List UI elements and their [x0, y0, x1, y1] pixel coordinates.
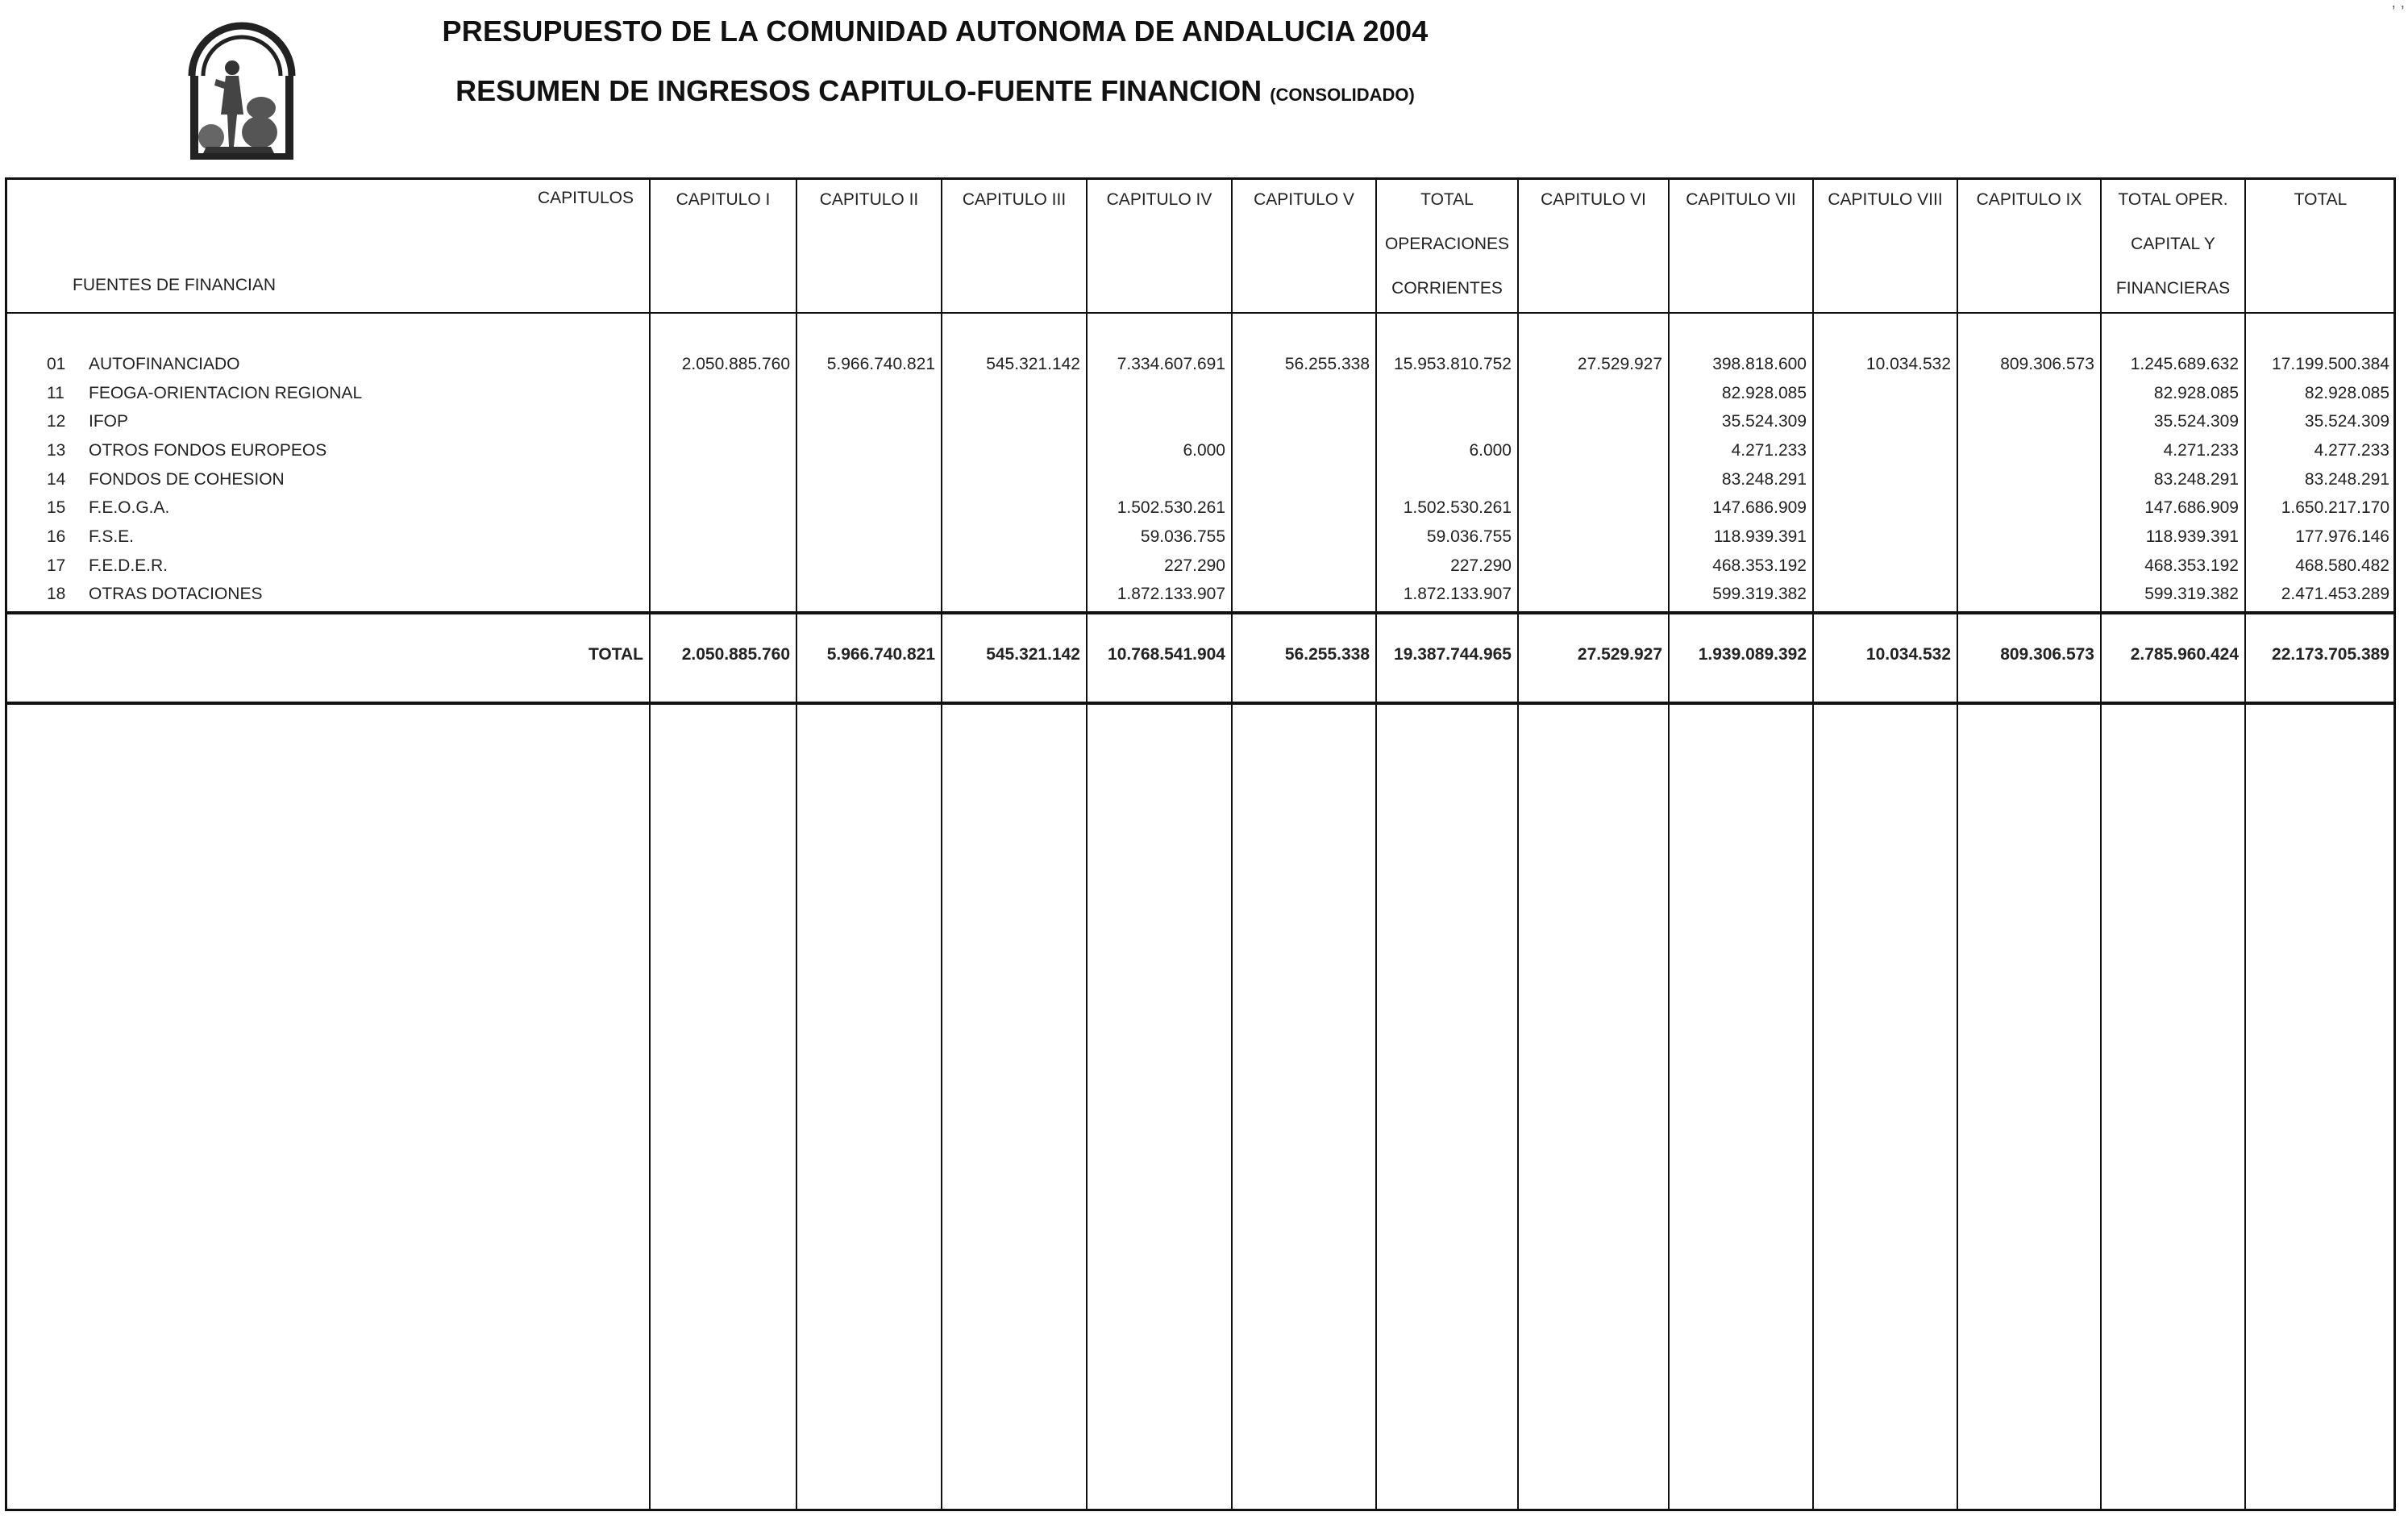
- column-header: CAPITULO IV: [1106, 190, 1212, 209]
- row-label: FEOGA-ORIENTACION REGIONAL: [89, 384, 363, 402]
- column-divider: [1812, 177, 1814, 1511]
- page-subtitle: [0, 74, 1870, 108]
- column-header: CORRIENTES: [1391, 279, 1503, 298]
- table-cell: 82.928.085: [2304, 384, 2389, 402]
- row-label: OTROS FONDOS EUROPEOS: [89, 441, 327, 460]
- column-divider: [796, 177, 797, 1511]
- row-label: F.E.O.G.A.: [89, 498, 170, 517]
- column-header: CAPITULO V: [1254, 190, 1354, 209]
- row-code: 17: [47, 556, 66, 575]
- table-cell: 1.502.530.261: [1117, 498, 1225, 517]
- total-cell: 22.173.705.389: [2272, 645, 2389, 664]
- table-cell: 35.524.309: [2153, 412, 2239, 431]
- table-cell: 1.872.133.907: [1403, 585, 1512, 603]
- column-divider: [649, 177, 651, 1511]
- table-cell: 4.277.233: [2314, 441, 2389, 460]
- table-cell: 6.000: [1469, 441, 1512, 460]
- total-cell: 5.966.740.821: [826, 645, 935, 664]
- table-cell: 7.334.607.691: [1117, 355, 1225, 373]
- table-cell: 2.050.885.760: [681, 355, 790, 373]
- table-cell: 83.248.291: [2153, 470, 2239, 489]
- row-code: 16: [47, 527, 66, 546]
- row-code: 13: [47, 441, 66, 460]
- column-header: FINANCIERAS: [2115, 279, 2231, 298]
- table-cell: 468.353.192: [2144, 556, 2239, 575]
- column-header: CAPITULO VIII: [1828, 190, 1943, 209]
- table-cell: 398.818.600: [1712, 355, 1807, 373]
- row-label: OTRAS DOTACIONES: [89, 585, 263, 603]
- table-cell: 35.524.309: [2304, 412, 2389, 431]
- total-cell: 10.768.541.904: [1108, 645, 1225, 664]
- header-rule: [5, 312, 2396, 314]
- table-cell: 83.248.291: [2304, 470, 2389, 489]
- row-label: IFOP: [89, 412, 129, 431]
- column-header: CAPITULO II: [819, 190, 919, 209]
- table-cell: 809.306.573: [2000, 355, 2094, 373]
- row-code: 01: [47, 355, 66, 373]
- column-divider: [2244, 177, 2246, 1511]
- total-cell: 1.939.089.392: [1698, 645, 1807, 664]
- table-cell: 468.353.192: [1712, 556, 1807, 575]
- total-cell: 2.785.960.424: [2130, 645, 2239, 664]
- column-header: CAPITULO IX: [1976, 190, 2082, 209]
- row-label: AUTOFINANCIADO: [89, 355, 240, 373]
- table-cell: 1.502.530.261: [1403, 498, 1512, 517]
- total-cell: 27.529.927: [1577, 645, 1662, 664]
- total-cell: 19.387.744.965: [1394, 645, 1512, 664]
- table-cell: 59.036.755: [1140, 527, 1225, 546]
- table-cell: 10.034.532: [1865, 355, 1951, 373]
- table-cell: 5.966.740.821: [826, 355, 935, 373]
- subtitle-text: RESUMEN DE INGRESOS CAPITULO-FUENTE FINANCION: [455, 74, 1262, 107]
- table-cell: 27.529.927: [1577, 355, 1662, 373]
- table-cell: 1.245.689.632: [2130, 355, 2239, 373]
- total-cell: 10.034.532: [1865, 645, 1951, 664]
- table-cell: 83.248.291: [1721, 470, 1807, 489]
- column-divider: [1231, 177, 1233, 1511]
- page-corner-mark: , ,: [2391, 0, 2405, 11]
- table-cell: 17.199.500.384: [2272, 355, 2389, 373]
- row-code: 14: [47, 470, 66, 489]
- table-cell: 227.290: [1450, 556, 1512, 575]
- column-header: TOTAL: [1420, 190, 1474, 209]
- table-cell: 147.686.909: [2144, 498, 2239, 517]
- table-cell: 15.953.810.752: [1394, 355, 1512, 373]
- row-code: 18: [47, 585, 66, 603]
- table-cell: 177.976.146: [2295, 527, 2389, 546]
- column-header: TOTAL: [2294, 190, 2348, 209]
- column-header: CAPITULO VII: [1686, 190, 1796, 209]
- row-label: FONDOS DE COHESION: [89, 470, 285, 489]
- total-label: TOTAL: [588, 645, 643, 664]
- total-cell: 2.050.885.760: [681, 645, 790, 664]
- table-cell: 4.271.233: [1731, 441, 1807, 460]
- table-cell: 1.650.217.170: [2281, 498, 2389, 517]
- column-divider: [1375, 177, 1377, 1511]
- table-cell: 59.036.755: [1426, 527, 1512, 546]
- total-cell: 56.255.338: [1284, 645, 1370, 664]
- table-cell: 56.255.338: [1284, 355, 1370, 373]
- column-header: CAPITAL Y: [2131, 235, 2215, 253]
- table-cell: 599.319.382: [1712, 585, 1807, 603]
- row-code: 11: [47, 384, 64, 402]
- table-cell: 468.580.482: [2295, 556, 2389, 575]
- table-cell: 147.686.909: [1712, 498, 1807, 517]
- header-capitulos: CAPITULOS: [537, 189, 634, 207]
- table-cell: 118.939.391: [1713, 527, 1807, 546]
- row-code: 12: [47, 412, 66, 431]
- table-frame: [5, 177, 2396, 1511]
- header-fuentes: FUENTES DE FINANCIAN: [73, 276, 277, 294]
- row-code: 15: [47, 498, 66, 517]
- total-cell: 545.321.142: [986, 645, 1080, 664]
- table-cell: 2.471.453.289: [2281, 585, 2389, 603]
- column-divider: [1086, 177, 1088, 1511]
- column-divider: [1668, 177, 1670, 1511]
- table-cell: 35.524.309: [1721, 412, 1807, 431]
- table-cell: 6.000: [1183, 441, 1225, 460]
- table-cell: 1.872.133.907: [1117, 585, 1225, 603]
- total-cell: 809.306.573: [2000, 645, 2094, 664]
- column-header: OPERACIONES: [1384, 235, 1510, 253]
- table-cell: 545.321.142: [986, 355, 1080, 373]
- column-divider: [1517, 177, 1519, 1511]
- column-header: CAPITULO I: [676, 190, 771, 209]
- column-divider: [1957, 177, 1958, 1511]
- column-header: TOTAL OPER.: [2118, 190, 2228, 209]
- row-label: F.E.D.E.R.: [89, 556, 168, 575]
- table-cell: 4.271.233: [2163, 441, 2239, 460]
- table-cell: 118.939.391: [2145, 527, 2239, 546]
- table-cell: 82.928.085: [2153, 384, 2239, 402]
- table-cell: 599.319.382: [2144, 585, 2239, 603]
- column-divider: [941, 177, 942, 1511]
- total-rule-top: [5, 611, 2396, 614]
- total-rule-bottom: [5, 702, 2396, 705]
- column-divider: [2100, 177, 2102, 1511]
- column-header: CAPITULO III: [962, 190, 1067, 209]
- column-header: CAPITULO VI: [1541, 190, 1646, 209]
- page-title: PRESUPUESTO DE LA COMUNIDAD AUTONOMA DE ANDALUCIA 2004: [442, 15, 1429, 48]
- subtitle-suffix: (CONSOLIDADO): [1270, 85, 1415, 105]
- table-cell: 227.290: [1164, 556, 1225, 575]
- row-label: F.S.E.: [89, 527, 135, 546]
- table-cell: 82.928.085: [1721, 384, 1807, 402]
